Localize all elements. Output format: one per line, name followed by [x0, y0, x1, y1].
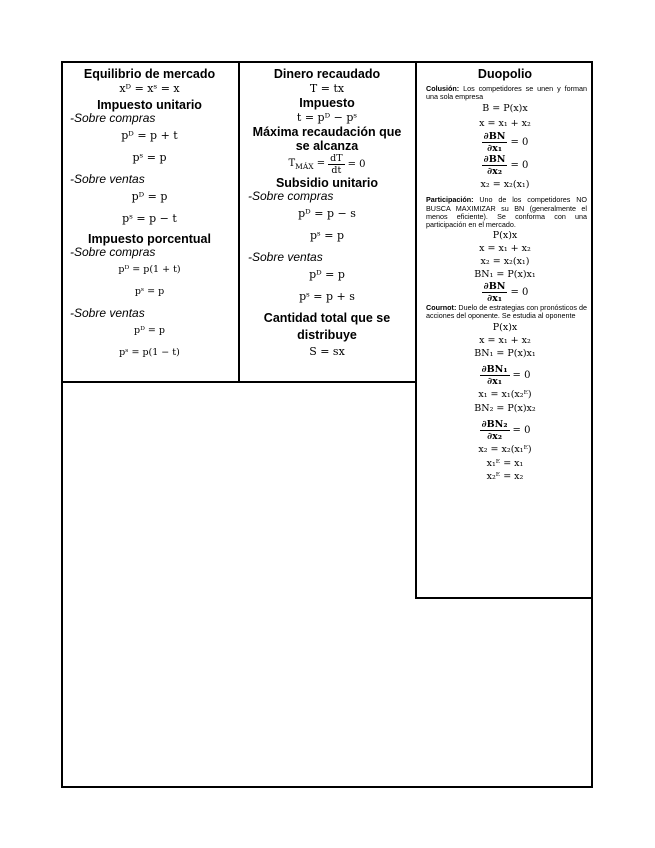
unit-tax-sell-eq1: pᴰ = p: [131, 190, 168, 203]
tax-revenue-cell: [239, 61, 417, 383]
tax-title: Impuesto: [299, 96, 355, 110]
cournot-eq3: BN₁ = P(x)x₁: [474, 347, 536, 359]
revenue-equation: T = tx: [309, 82, 345, 95]
cournot-eq7: x₁ᴱ = x₁: [486, 457, 524, 469]
cournot-eq8: x₂ᴱ = x₂: [486, 470, 524, 482]
cournot-description: Cournot: Duelo de estrategias con pronósticos de acciones del oponente. Se estudia al oponente: [426, 303, 587, 321]
percent-tax-buy-label: -Sobre compras: [70, 245, 156, 259]
unit-tax-buy-eq2: pˢ = p: [132, 151, 167, 164]
participation-description: Participación: Uno de los competidores NO BUSCA MAXIMIZAR su BN (generalmente el menos eficiente). Se conforma con una participación en el mercado.: [426, 195, 587, 230]
percent-tax-buy-eq2: pˢ = p: [134, 286, 165, 297]
cournot-deriv1: $\frac{\text{∂BN₁}}{\text{∂x₁}}$ = 0: [481, 363, 531, 387]
unit-tax-buy-label: -Sobre compras: [70, 111, 156, 125]
subsidy-sell-label: -Sobre ventas: [248, 250, 323, 264]
percent-tax-sell-eq2: pˢ = p(1 − t): [119, 347, 180, 358]
participation-eq2: x = x₁ + x₂: [479, 243, 531, 255]
cournot-eq6: x₂ = x₂(x₁ᴱ): [478, 443, 532, 455]
subsidy-sell-eq1: pᴰ = p: [309, 268, 345, 281]
colusion-eq3: x₂ = x₂(x₁): [480, 179, 530, 191]
duopoly-cell: [415, 61, 593, 599]
percent-tax-sell-label: -Sobre ventas: [70, 306, 145, 320]
unit-tax-sell-label: -Sobre ventas: [70, 172, 145, 186]
participation-deriv: $\frac{\partial BN}{\text{∂x₁}}$ = 0: [483, 281, 529, 305]
total-distributed-equation: S = sx: [309, 345, 345, 358]
market-equilibrium-cell: [61, 61, 240, 383]
unit-tax-title: Impuesto unitario: [97, 98, 202, 112]
colusion-deriv2: $\frac{\partial BN}{\text{∂x₂}}$ = 0: [483, 154, 529, 178]
duopoly-title: Duopolio: [477, 67, 533, 81]
colusion-deriv1: $\frac{\partial BN}{\text{∂x₁}}$ = 0: [483, 131, 529, 155]
subsidy-sell-eq2: pˢ = p + s: [299, 290, 355, 303]
colusion-description: Colusión: Los competidores se unen y forman una sola empresa: [426, 84, 587, 102]
market-equilibrium-title: Equilibrio de mercado: [83, 67, 216, 81]
cournot-deriv2: $\frac{\text{∂BN₂}}{\text{∂x₂}}$ = 0: [481, 418, 531, 442]
max-revenue-lhs: $T_{MÁX}$ =: [288, 158, 326, 171]
percent-tax-buy-eq1: pᴰ = p(1 + t): [118, 264, 181, 275]
cournot-eq2: x = x₁ + x₂: [479, 334, 531, 346]
subsidy-buy-eq1: pᴰ = p − s: [298, 207, 356, 220]
participation-eq1: P(x)x: [492, 230, 518, 242]
unit-tax-buy-eq1: pᴰ = p + t: [121, 129, 178, 142]
max-revenue-title: Máxima recaudación que se alcanza: [252, 125, 402, 153]
total-distributed-title: Cantidad total que se distribuye: [263, 311, 391, 342]
subsidy-buy-eq2: pˢ = p: [310, 229, 344, 242]
cournot-eq5: BN₂ = P(x)x₂: [474, 402, 536, 414]
unit-tax-sell-eq2: pˢ = p − t: [122, 212, 177, 225]
subsidy-buy-label: -Sobre compras: [248, 189, 334, 203]
max-revenue-fraction: $\frac{dT}{dt}$: [330, 153, 343, 176]
percent-tax-title: Impuesto porcentual: [88, 232, 211, 246]
equilibrium-equation: xᴰ = xˢ = x: [119, 82, 180, 95]
subsidy-title: Subsidio unitario: [275, 176, 379, 190]
tax-revenue-title: Dinero recaudado: [273, 67, 381, 81]
colusion-eq2: x = x₁ + x₂: [479, 118, 531, 130]
participation-eq4: BN₁ = P(x)x₁: [474, 269, 536, 281]
cournot-eq1: P(x)x: [492, 321, 518, 333]
colusion-eq1: B = P(x)x: [482, 103, 528, 115]
cournot-eq4: x₁ = x₁(x₂ᴱ): [478, 388, 532, 400]
participation-eq3: x₂ = x₂(x₁): [480, 256, 530, 268]
percent-tax-sell-eq1: pᴰ = p: [134, 325, 165, 336]
max-revenue-equation: $T_{MÁX}$ = $\frac{dT}{dt}$ = 0: [288, 153, 366, 176]
tax-equation: t = pᴰ − pˢ: [296, 111, 358, 124]
